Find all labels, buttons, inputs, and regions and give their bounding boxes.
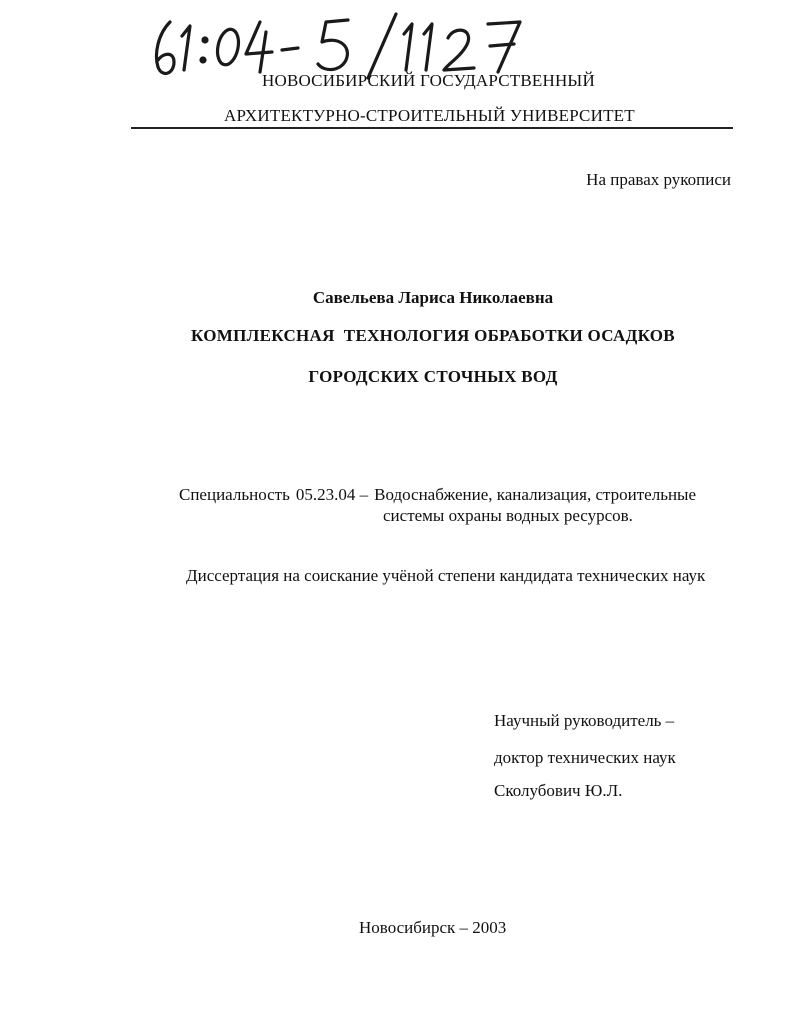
supervisor-role: Научный руководитель – <box>494 711 675 730</box>
city-year: Новосибирск – 2003 <box>359 918 507 937</box>
specialty-description-line1: Водоснабжение, канализация, строительные <box>374 485 697 504</box>
header-divider <box>131 127 733 129</box>
specialty-description-line2: системы охраны водных ресурсов. <box>383 506 633 525</box>
supervisor-degree: доктор технических наук <box>494 748 676 767</box>
thesis-title-line1: КОМПЛЕКСНАЯ ТЕХНОЛОГИЯ ОБРАБОТКИ ОСАДКОВ <box>191 326 675 345</box>
university-name-line1: НОВОСИБИРСКИЙ ГОСУДАРСТВЕННЫЙ <box>262 71 595 90</box>
university-name-line2: АРХИТЕКТУРНО-СТРОИТЕЛЬНЫЙ УНИВЕРСИТЕТ <box>224 106 635 125</box>
specialty-block <box>179 484 697 525</box>
supervisor-name: Сколубович Ю.Л. <box>494 781 623 800</box>
specialty-label: Специальность <box>179 485 290 504</box>
specialty-code: 05.23.04 – <box>295 485 369 504</box>
manuscript-note: На правах рукописи <box>586 170 731 189</box>
thesis-title-line2: ГОРОДСКИХ СТОЧНЫХ ВОД <box>308 367 558 386</box>
author-name: Савельева Лариса Николаевна <box>312 288 554 307</box>
dissertation-note: Диссертация на соискание учёной степени кандидата технических наук <box>186 566 706 585</box>
